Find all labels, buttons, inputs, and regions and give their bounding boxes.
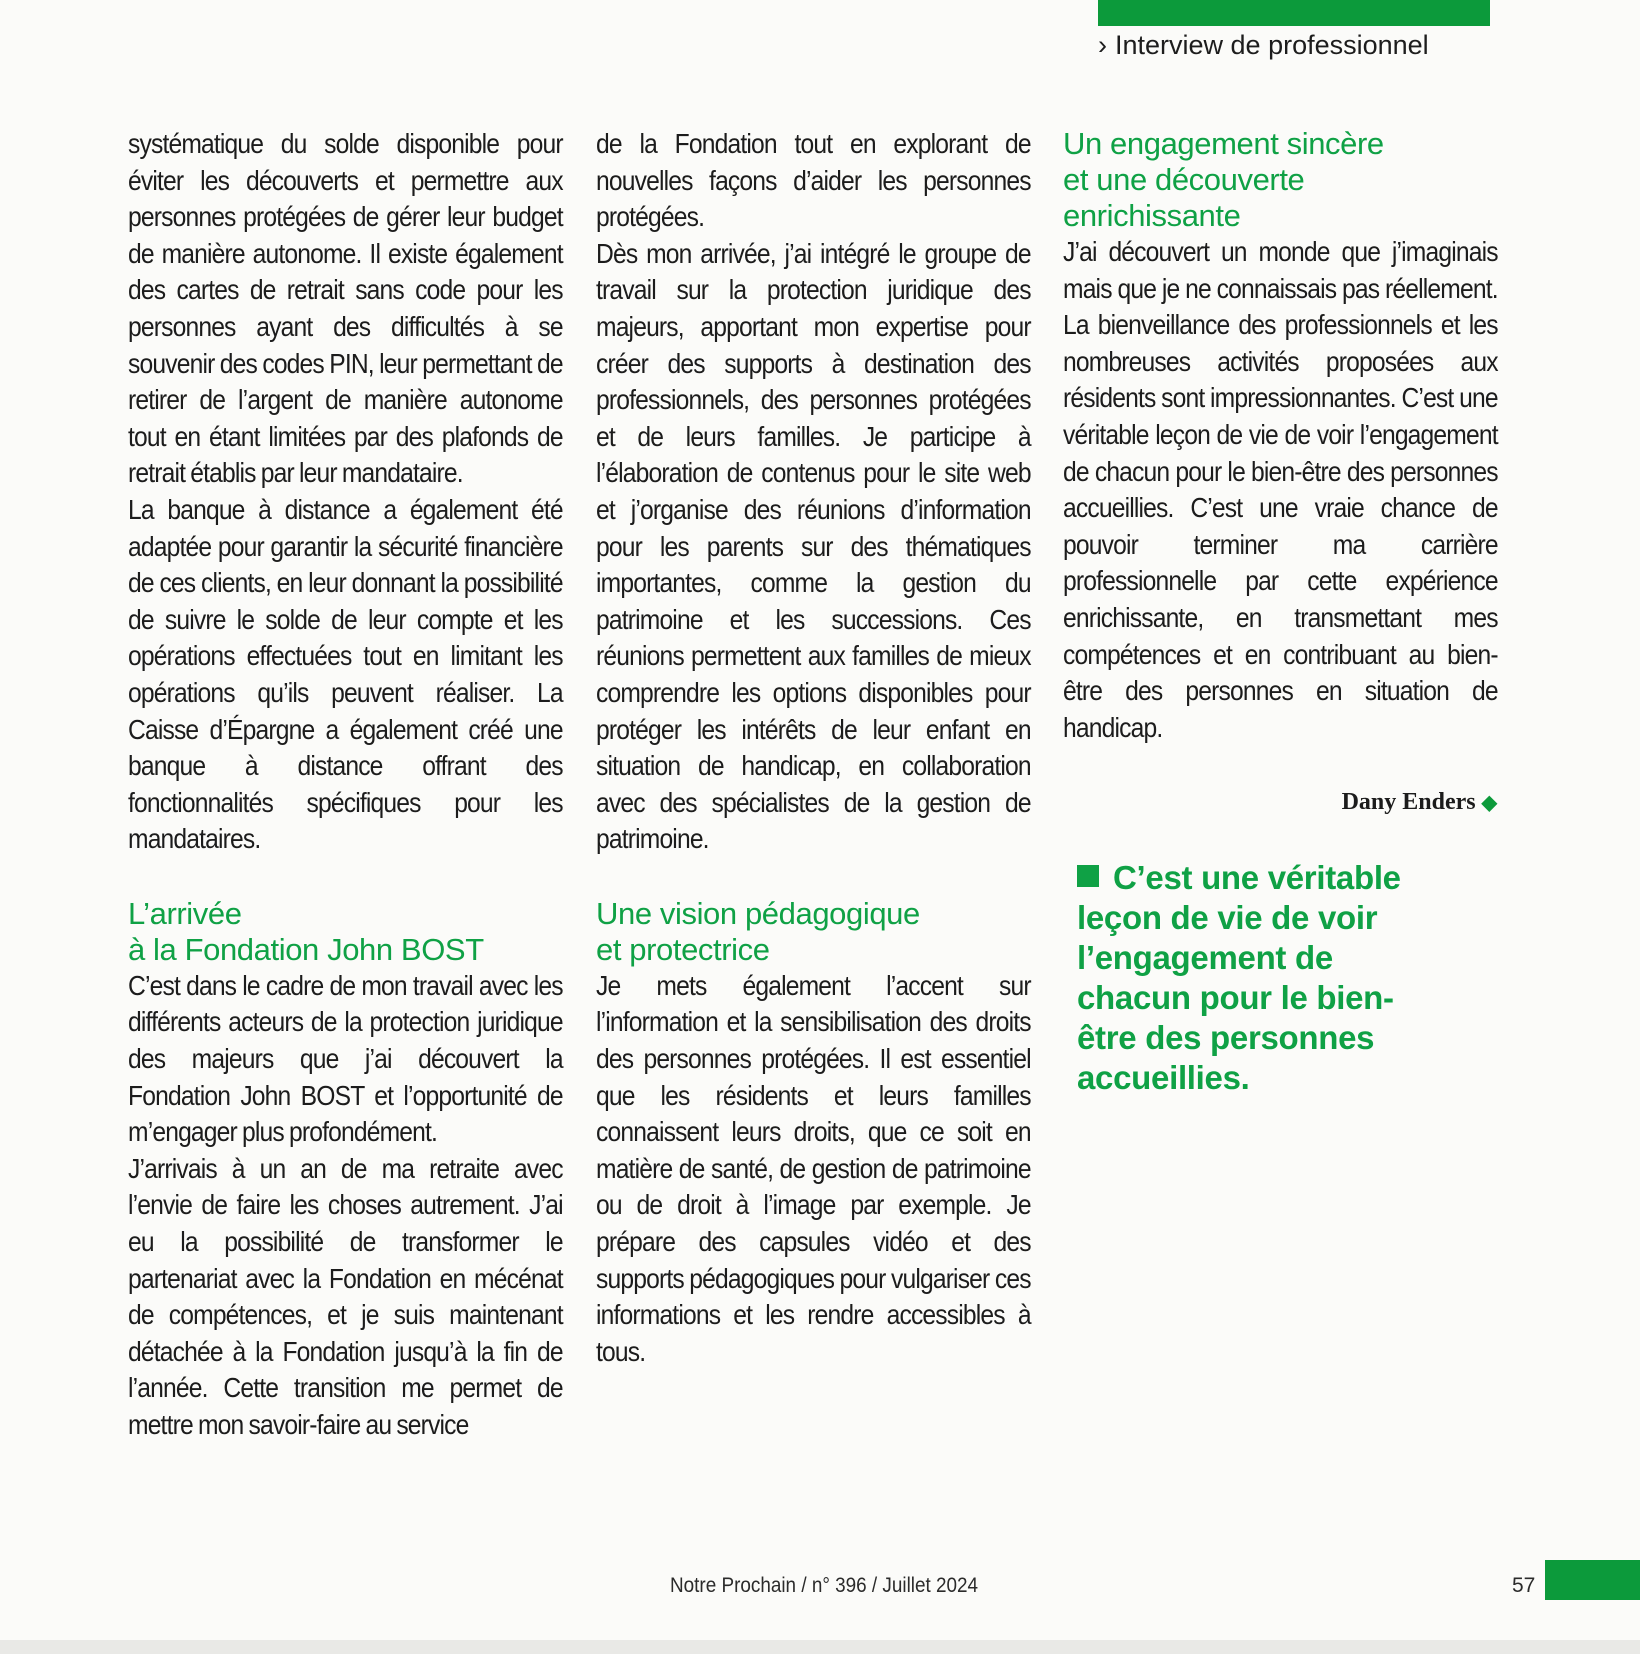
section-heading-engagement: Un engagement sincère et une découverte enrichissante	[1063, 126, 1384, 233]
diamond-icon: ◆	[1481, 792, 1497, 814]
paragraph: Dès mon arrivée, j’ai intégré le groupe de travail sur la protection juridique des majeurs, apportant mon expertise pour créer des supports à destination des professionnels, des personnes protégées et de leurs familles. Je participe à l’élaboration de contenus pour le site web et j’organise des réunions d’information pour les parents sur des thématiques importantes, comme la gestion du patrimoine et les successions. Ces réunions permettent aux familles de mieux comprendre les options disponibles pour protéger les intérêts de leur enfant en situation de handicap, en collaboration avec des spécialistes de la gestion de patrimoine.	[596, 237, 1031, 855]
paragraph: Je mets également l’accent sur l’information et la sensibilisation des droits des personnes protégées. Il est essentiel que les résidents et leurs familles connaissent leurs droits, que ce soit en matière de santé, de gestion de patrimoine ou de droit à l’image par exemple. Je prépare des capsules vidéo et des supports pédagogiques pour vulgariser ces informations et les rendre accessibles à tous.	[596, 969, 1031, 1367]
page-number: 57	[1512, 1574, 1536, 1597]
author-name: Dany Enders	[1341, 789, 1476, 815]
footer-publication: Notre Prochain / n° 396 / Juillet 2024	[670, 1574, 979, 1597]
paragraph: J’ai découvert un monde que j’imaginais mais que je ne connaissais pas réellement. La bienveillance des professionnels et les nombreuses activités proposées aux résidents sont impressionnantes. C’est une véritable leçon de vie de voir l’engagement de chacun pour le bien-être des personnes accueillies. C’est une vraie chance de pouvoir terminer ma carrière professionnelle par cette expérience enrichissante, en transmettant mes compétences et en contribuant au bien-être des personnes en situation de handicap.	[1063, 236, 1498, 743]
rubric-label: Interview de professionnel	[1115, 30, 1429, 60]
page-bottom-edge	[0, 1640, 1640, 1654]
pull-quote-text: C’est une véritable leçon de vie de voir l’engagement de chacun pour le bien-être des personnes accueillies.	[1077, 859, 1401, 1096]
square-bullet-icon	[1077, 865, 1099, 887]
paragraph: La banque à distance a également été adaptée pour garantir la sécurité financière de ces clients, en leur donnant la possibilité de suivre le solde de leur compte et les opérations effectuées tout en limitant les opérations qu’ils peuvent réaliser. La Caisse d’Épargne a également créé une banque à distance offrant des fonctionnalités spécifiques pour les mandataires.	[128, 493, 563, 855]
pull-quote	[1077, 858, 1407, 1098]
chevron-right-icon: ›	[1098, 30, 1107, 60]
article-column-1	[128, 126, 563, 1444]
article-column-2	[596, 126, 1031, 1370]
article-column-3	[1063, 126, 1498, 746]
paragraph: de la Fondation tout en explorant de nouvelles façons d’aider les personnes protégées.	[596, 128, 1031, 233]
paragraph: systématique du solde disponible pour éviter les découverts et permettre aux personnes protégées de gérer leur budget de manière autonome. Il existe également des cartes de retrait sans code pour les personnes ayant des difficultés à se souvenir des codes PIN, leur permettant de retirer de l’argent de manière autonome tout en étant limitées par des plafonds de retrait établis par leur mandataire.	[128, 128, 563, 489]
paragraph: J’arrivais à un an de ma retraite avec l’envie de faire les choses autrement. J’ai eu la possibilité de transformer le partenariat avec la Fondation en mécénat de compétences, et je suis maintenant détachée à la Fondation jusqu’à la fin de l’année. Cette transition me permet de mettre mon savoir-faire au service	[128, 1152, 563, 1440]
section-heading-arrivee: L’arrivée à la Fondation John BOST	[128, 895, 484, 967]
top-accent-bar	[1098, 0, 1490, 26]
section-rubric	[1098, 30, 1429, 61]
section-heading-vision: Une vision pédagogique et protectrice	[596, 895, 920, 967]
paragraph: C’est dans le cadre de mon travail avec les différents acteurs de la protection juridique des majeurs que j’ai découvert la Fondation John BOST et l’opportunité de m’engager plus profondément.	[128, 969, 563, 1148]
page-tab-marker	[1545, 1560, 1640, 1600]
author-signature	[1063, 789, 1497, 816]
